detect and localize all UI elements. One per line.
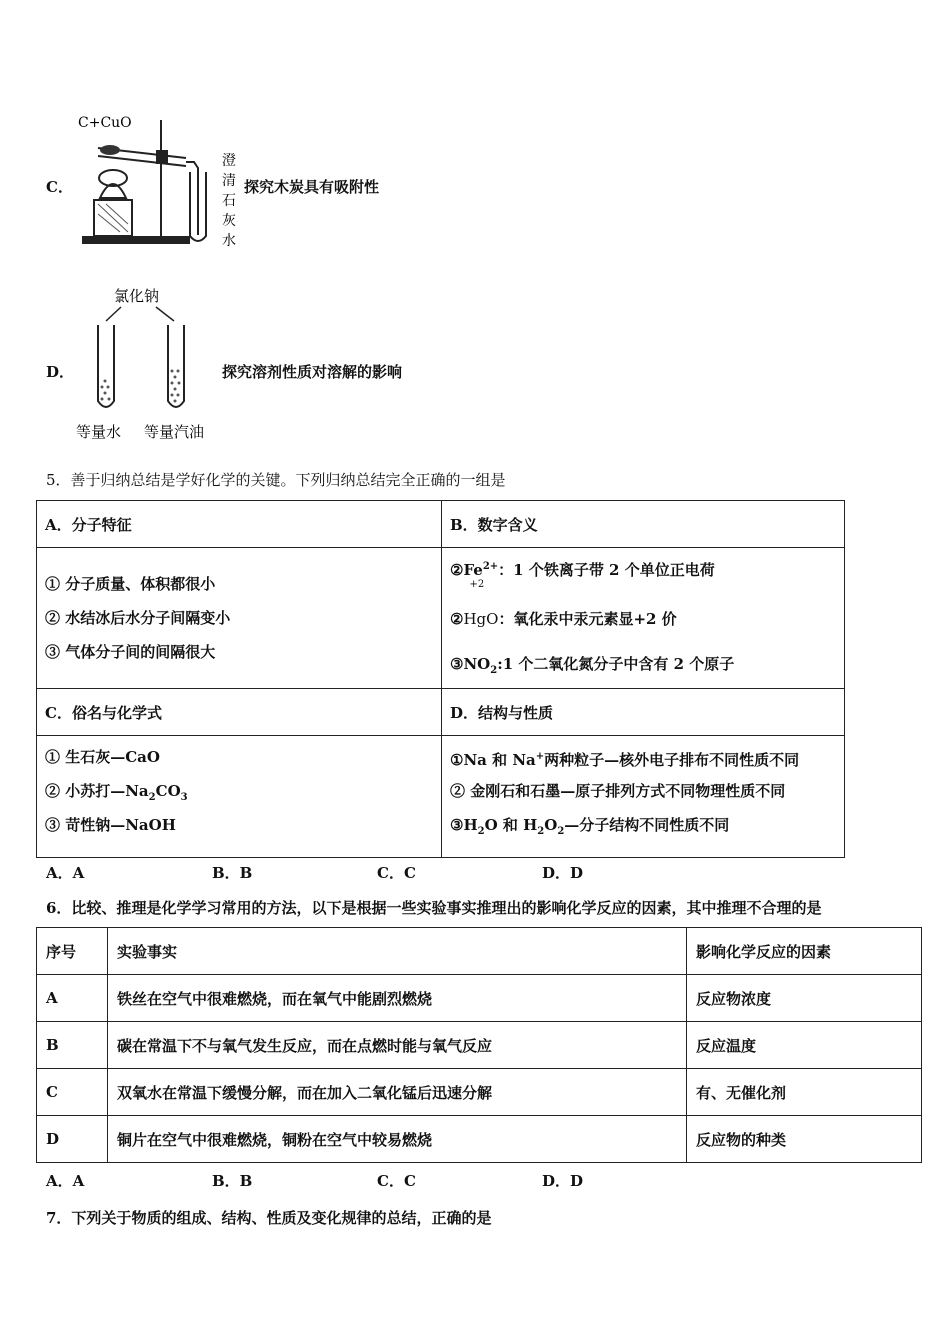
q5-head-c: C．俗名与化学式: [37, 689, 442, 736]
q5-cell-d: [442, 736, 845, 858]
q6-option-a[interactable]: A．A: [46, 1172, 85, 1190]
q5-c-item-3: ③ 苛性钠—NaOH: [45, 816, 176, 834]
q5-b-item-2: ② +2 HgO：氧化汞中汞元素显+2 价: [450, 579, 677, 628]
q5-d-item-3: $③H_2O$ 和 $H_2O_2—$分子结构不同性质不同: [450, 816, 730, 837]
question-6-stem: 6．比较、推理是化学学习常用的方法，以下是根据一些实验事实推理出的影响化学反应的因素，其中推理不合理的是: [46, 899, 822, 917]
q6-row-c-factor: 有、无催化剂: [687, 1069, 922, 1116]
figure-c-caption: 探究木炭具有吸附性: [244, 178, 380, 196]
q6-header-index: 序号: [37, 928, 108, 975]
q6-row-a-factor: 反应物浓度: [687, 975, 922, 1022]
q6-row-b-fact: 碳在常温下不与氧气发生反应，而在点燃时能与氧气反应: [108, 1022, 687, 1069]
q5-option-d[interactable]: D．D: [542, 864, 584, 882]
q6-row-c-fact: 双氧水在常温下缓慢分解，而在加入二氧化锰后迅速分解: [108, 1069, 687, 1116]
q5-b-item-1: $②Fe^{2+}$：1 个铁离子带 2 个单位正电荷: [450, 561, 715, 579]
carbon-reduction-apparatus-diagram: [76, 110, 246, 255]
q5-a-item-2: ② 水结冰后水分子间隔变小: [45, 609, 231, 627]
right-tube-label: 等量汽油: [144, 423, 205, 441]
q6-row-b-index: B: [37, 1022, 108, 1069]
question-5-table: [36, 500, 845, 858]
q6-row-d-fact: 铜片在空气中很难燃烧，铜粉在空气中较易燃烧: [108, 1116, 687, 1163]
q5-d-item-2: ② 金刚石和石墨—原子排列方式不同物理性质不同: [450, 782, 786, 800]
question-6-table: [36, 927, 922, 1163]
q6-row-d-index: D: [37, 1116, 108, 1163]
table-row: [37, 1116, 922, 1163]
q5-option-a[interactable]: A．A: [46, 864, 85, 882]
limewater-label-4: 灰: [222, 213, 236, 229]
q5-cell-b: [442, 548, 845, 689]
q5-a-item-3: ③ 气体分子间的间隔很大: [45, 643, 216, 661]
table-row: [37, 1069, 922, 1116]
q6-row-d-factor: 反应物的种类: [687, 1116, 922, 1163]
question-5-stem: 5．善于归纳总结是学好化学的关键。下列归纳总结完全正确的一组是: [46, 471, 506, 489]
solvent-dissolution-diagram: [76, 283, 226, 443]
q6-option-d[interactable]: D．D: [542, 1172, 584, 1190]
q6-option-b[interactable]: B．B: [212, 1172, 253, 1190]
q5-head-b: B．数字含义: [442, 501, 845, 548]
q5-cell-a: [37, 548, 442, 689]
table-row: [37, 975, 922, 1022]
figure-d-label: D．: [46, 363, 75, 381]
q6-header-fact: 实验事实: [108, 928, 687, 975]
reagent-label: C+CuO: [78, 115, 132, 131]
figure-c-label: C．: [46, 178, 73, 196]
q5-d-item-1: ①Na 和 Na+两种粒子—核外电子排布不同性质不同: [450, 751, 800, 769]
figure-d-caption: 探究溶剂性质对溶解的影响: [222, 363, 403, 381]
q6-option-c[interactable]: C．C: [377, 1172, 416, 1190]
q5-b-item-3: $③NO_2:1$ 个二氧化氮分子中含有 2 个原子: [450, 655, 735, 676]
limewater-label-1: 澄: [222, 153, 236, 169]
q5-head-a: A．分子特征: [37, 501, 442, 548]
q5-c-item-1: ① 生石灰—CaO: [45, 748, 160, 766]
q5-cell-c: [37, 736, 442, 858]
solute-label: 氯化钠: [114, 287, 160, 305]
question-7-stem: 7．下列关于物质的组成、结构、性质及变化规律的总结，正确的是: [46, 1209, 492, 1227]
q6-row-b-factor: 反应温度: [687, 1022, 922, 1069]
table-row: [37, 1022, 922, 1069]
q5-head-d: D．结构与性质: [442, 689, 845, 736]
q6-header-factor: 影响化学反应的因素: [687, 928, 922, 975]
limewater-label-3: 石: [222, 193, 236, 209]
limewater-label-2: 清: [222, 173, 236, 189]
left-tube-label: 等量水: [76, 423, 122, 441]
q6-row-c-index: C: [37, 1069, 108, 1116]
q5-c-item-2: ② 小苏打$—Na_2CO_3$: [45, 782, 188, 803]
q6-row-a-index: A: [37, 975, 108, 1022]
q6-row-a-fact: 铁丝在空气中很难燃烧，而在氧气中能剧烈燃烧: [108, 975, 687, 1022]
q5-option-b[interactable]: B．B: [212, 864, 253, 882]
q5-option-c[interactable]: C．C: [377, 864, 416, 882]
q5-a-item-1: ① 分子质量、体积都很小: [45, 575, 216, 593]
limewater-label-5: 水: [222, 233, 236, 249]
